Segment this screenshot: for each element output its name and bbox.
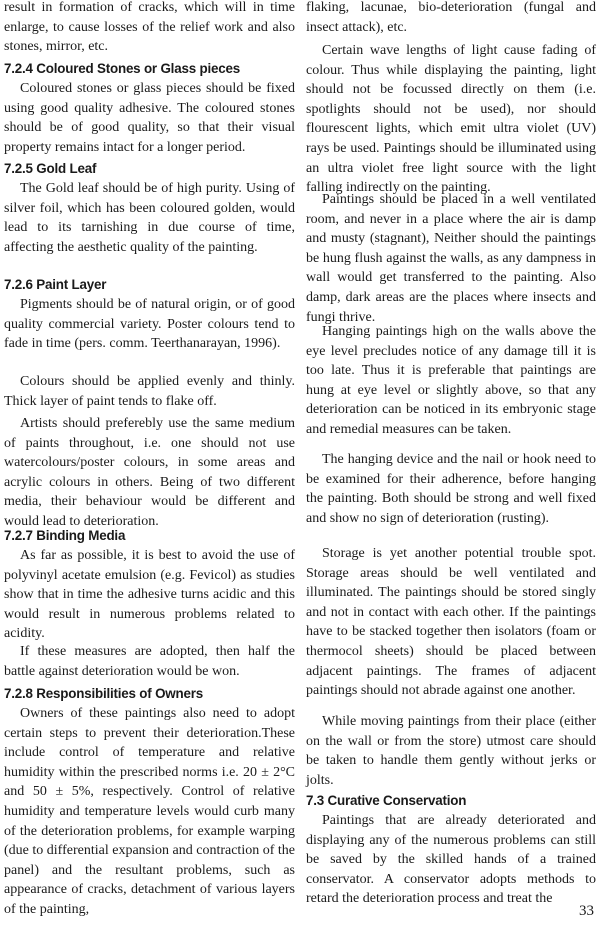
heading-7-2-8: 7.2.8 Responsibilities of Owners <box>4 686 203 701</box>
paragraph-curative: Paintings that are already deteriorated and displaying any of the numerous problems can still be saved by the skilled hands of a trained conservator. A conservator adopts methods to retard the deterioration process and treat the <box>306 813 596 907</box>
heading-7-2-5: 7.2.5 Gold Leaf <box>4 161 97 176</box>
paragraph-gold-leaf: The Gold leaf should be of high purity. Using of silver foil, which has been coloured golden, would lead to its tarnishing in due course of time, affecting the aesthetic quality of the painting. <box>4 181 295 255</box>
paragraph-owners: Owners of these paintings also need to adopt certain steps to prevent their deterioration.These include control of temperature and relative humidity within the prescribed norms i.e. 20 ± 2°C and 50 ± 5%, respectively. Control of relative humidity and temperature levels would curb many of the deterioration problems, for example warping (due to differential expansion and contraction of the panel) and the resultant problems, such as appearance of cracks, detachment of various layers of the painting, <box>4 706 295 917</box>
paragraph-hanging-device: The hanging device and the nail or hook need to be examined for their adherence, before hanging the painting. Both should be strong and well fixed and show no sign of deterioration (rusting). <box>306 452 596 526</box>
heading-7-2-7: 7.2.7 Binding Media <box>4 528 126 543</box>
heading-7-3: 7.3 Curative Conservation <box>306 793 467 808</box>
heading-7-2-4: 7.2.4 Coloured Stones or Glass pieces <box>4 61 240 76</box>
paragraph-measures: If these measures are adopted, then half the battle against deterioration would be won. <box>4 644 295 679</box>
page-number: 33 <box>579 903 594 919</box>
paragraph-continued: result in formation of cracks, which will in time enlarge, to cause losses of the relief work and also stones, mirror, etc. <box>4 0 295 55</box>
paragraph-ventilation: Paintings should be placed in a well ventilated room, and never in a place where the air is damp and musty (stagnant), Neither should the paintings be hung flush against the walls, as any dampness in wall would get transferred to the painting. Also damp, dark areas are the places where insects and fungi thrive. <box>306 192 596 325</box>
paragraph-artists-medium: Artists should preferebly use the same medium of paints throughout, i.e. one should not use watercolours/poster colours, in some areas and acrylic colours in others. Being of two different media, their behaviour would be different and would lead to deterioration. <box>4 416 295 529</box>
paragraph-continued: flaking, lacunae, bio-deterioration (fungal and insect attack), etc. <box>306 0 596 35</box>
paragraph-storage: Storage is yet another potential trouble spot. Storage areas should be well ventilated and illuminated. The paintings should be stored singly and not in contact with each other. If the paintings have to be stacked together then isolators (foam or thermocol sheets) should be placed between adjacent paintings. The frames of adjacent paintings should not abrade against one another. <box>306 546 596 699</box>
paragraph-binding-media: As far as possible, it is best to avoid the use of polyvinyl acetate emulsion (e.g. Fevicol) as studies show that in time the adhesive turns acidic and this would result in numerous problems related to acidity. <box>4 548 295 642</box>
paragraph-moving: While moving paintings from their place (either on the wall or from the store) utmost care should be taken to handle them gently without jerks or jolts. <box>306 714 596 788</box>
paragraph-pigments: Pigments should be of natural origin, or of good quality commercial variety. Poster colours tend to fade in time (pers. comm. Teerthanarayan, 1996). <box>4 297 295 352</box>
paragraph-light: Certain wave lengths of light cause fading of colour. Thus while displaying the painting, light should not be focussed directly on them (i.e. spotlights should not be used), nor should flourescent lights, which emit ultra violet (UV) rays be used. Paintings should be illuminated using an ultra violet free light source with the light falling indirectly on the painting. <box>306 43 596 196</box>
heading-7-2-6: 7.2.6 Paint Layer <box>4 277 107 292</box>
paragraph-colours: Colours should be applied evenly and thinly. Thick layer of paint tends to flake off. <box>4 374 295 409</box>
paragraph-coloured-stones: Coloured stones or glass pieces should be fixed using good quality adhesive. The coloured stones should be of good quality, so that their visual property remains intact for a longer period. <box>4 81 295 155</box>
paragraph-hanging-height: Hanging paintings high on the walls above the eye level precludes notice of any damage till it is too late. Thus it is preferable that paintings are hung at eye level or slightly above, so that any deterioration can be noticed in its embryonic stage and remedial measures can be taken. <box>306 324 596 437</box>
